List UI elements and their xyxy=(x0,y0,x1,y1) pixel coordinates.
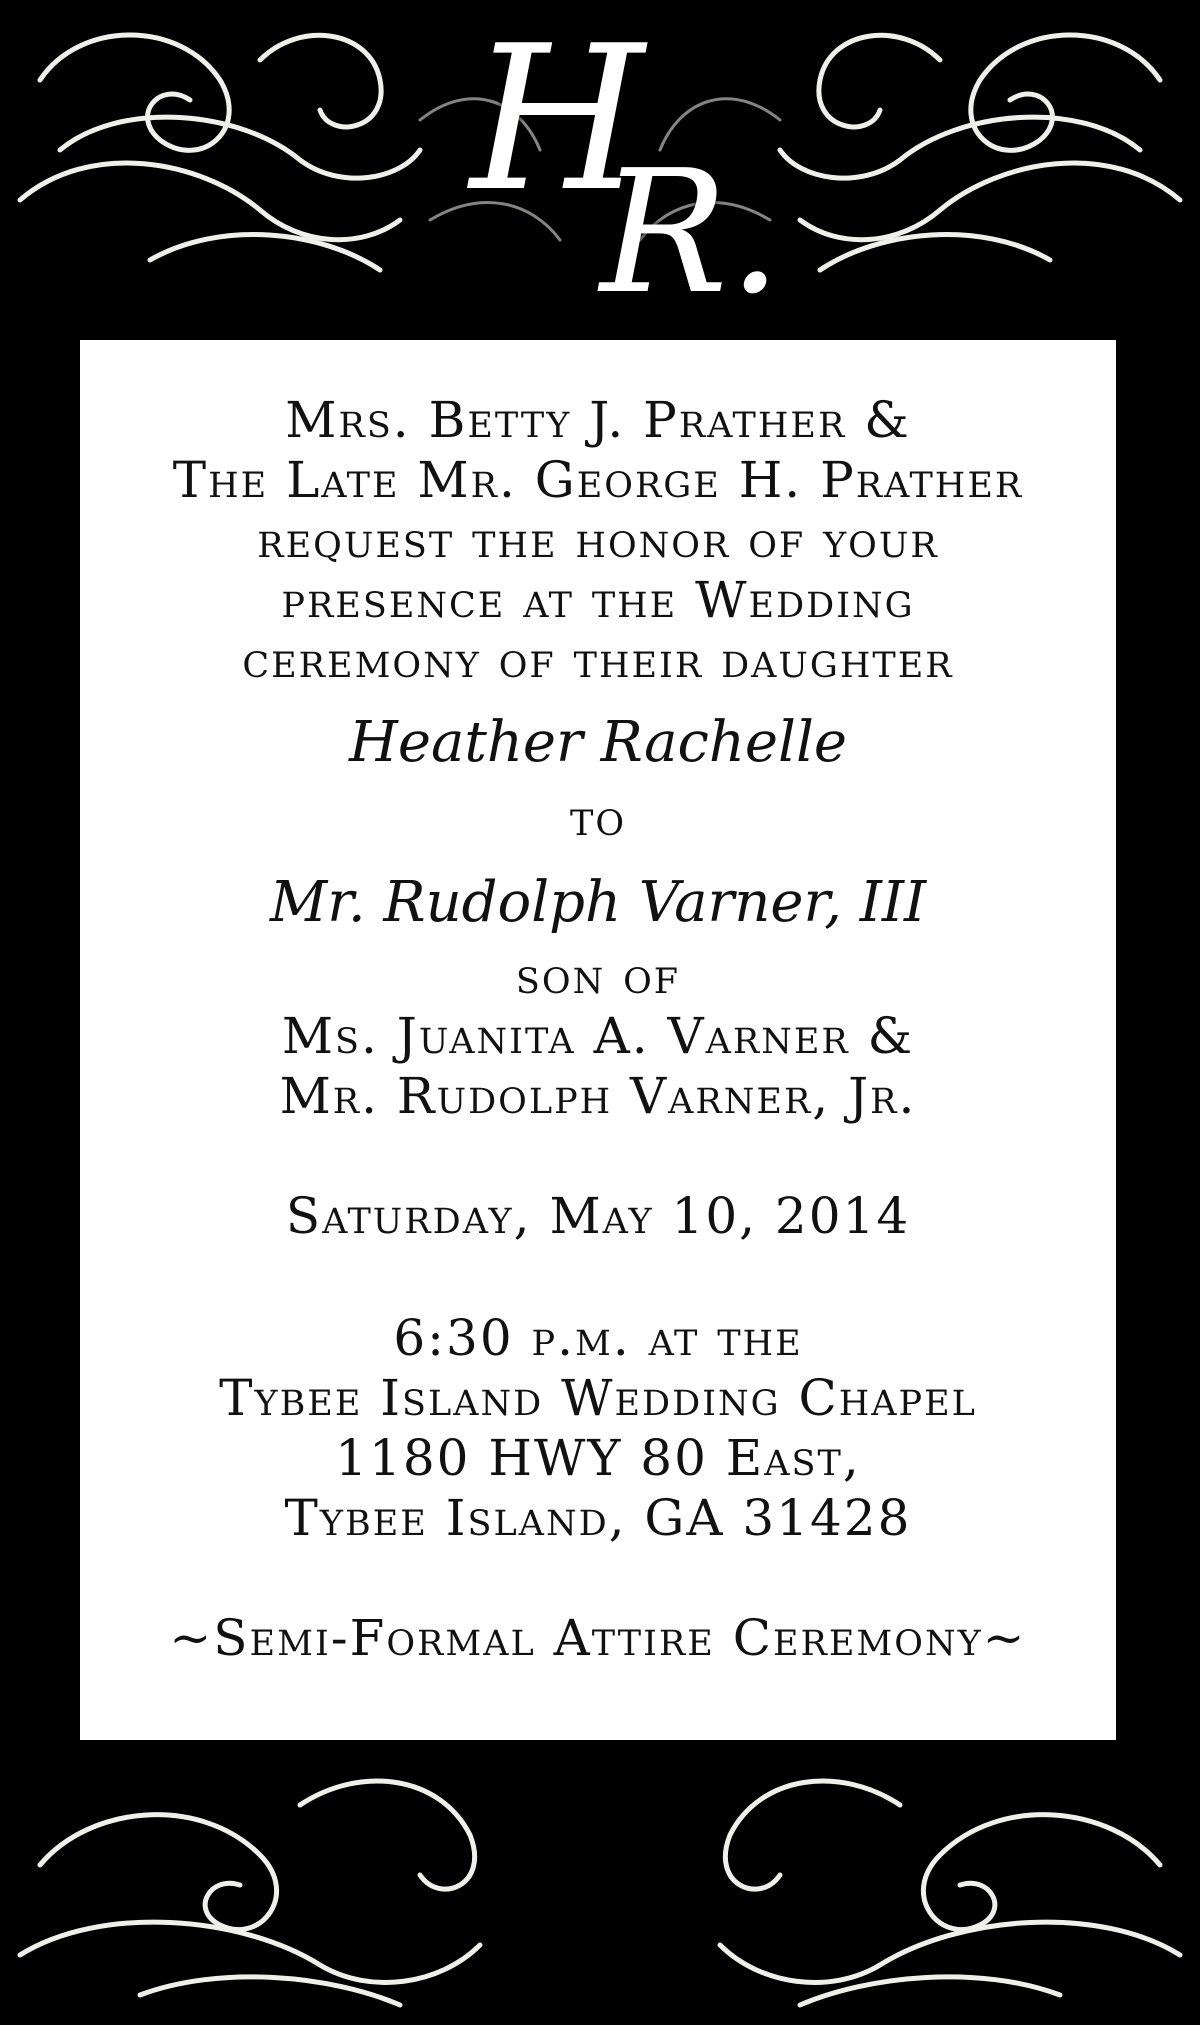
monogram-first-letter: H xyxy=(470,3,645,236)
attire-note: ~Semi-Formal Attire Ceremony~ xyxy=(169,1609,1027,1667)
monogram-second-letter: R. xyxy=(600,134,783,332)
parents-line-2: The Late Mr. George H. Prather xyxy=(172,451,1024,509)
invitation-card xyxy=(80,340,1116,1740)
bride-name: Heather Rachelle xyxy=(348,710,847,775)
venue-line-2: Tybee Island Wedding Chapel xyxy=(219,1369,977,1427)
groom-parents-line-1: Ms. Juanita A. Varner & xyxy=(281,1007,915,1065)
son-of-text: son of xyxy=(515,947,681,1005)
parents-line-5: ceremony of their daughter xyxy=(242,631,954,689)
parents-line-3: request the honor of your xyxy=(257,511,939,569)
parents-line-4: presence at the Wedding xyxy=(281,571,915,629)
to-text: to xyxy=(569,789,627,847)
parents-line-1: Mrs. Betty J. Prather & xyxy=(285,391,911,449)
groom-parents-line-2: Mr. Rudolph Varner, Jr. xyxy=(279,1067,917,1125)
venue-line-4: Tybee Island, GA 31428 xyxy=(284,1489,912,1547)
wedding-date: Saturday, May 10, 2014 xyxy=(285,1187,911,1245)
venue-line-3: 1180 HWY 80 East, xyxy=(335,1429,861,1487)
venue-line-1: 6:30 p.m. at the xyxy=(393,1309,803,1367)
groom-name: Mr. Rudolph Varner, III xyxy=(269,870,927,935)
bottom-flourish-ornament xyxy=(0,1745,1200,2025)
